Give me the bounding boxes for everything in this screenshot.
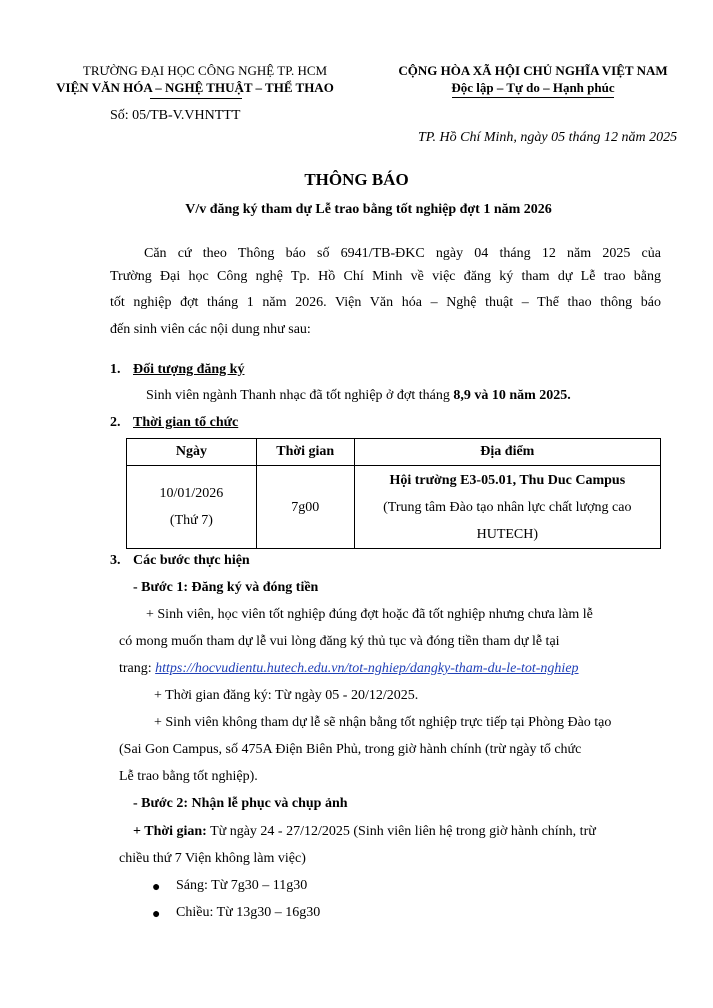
bullet-icon: ● <box>152 880 161 895</box>
cell-date <box>127 466 257 549</box>
graduation-periods: 8,9 và 10 năm 2025. <box>453 388 571 403</box>
step-1-para2-line-2: (Sai Gon Campus, số 475A Điện Biên Phủ, trong giờ hành chính (trừ ngày tổ chức <box>119 742 582 757</box>
section-3-number: 3. <box>110 553 121 568</box>
right-header-divider <box>452 97 614 98</box>
step-2-time-line-2: chiều thứ 7 Viện không làm việc) <box>119 851 306 866</box>
venue-name: Hội trường E3-05.01, Thu Duc Campus <box>389 472 626 488</box>
venue-detail-1: (Trung tâm Đào tạo nhân lực chất lượng cao <box>383 499 632 515</box>
schedule-table <box>126 438 661 549</box>
cell-location <box>354 466 660 549</box>
venue-detail-2: HUTECH) <box>476 526 539 542</box>
section-1-text <box>146 382 571 410</box>
table-row <box>127 466 661 549</box>
column-header-location: Địa điểm <box>354 439 660 466</box>
national-motto: Độc lập – Tự do – Hạnh phúc <box>451 80 615 95</box>
page-title: THÔNG BÁO <box>304 170 409 189</box>
section-2-heading: Thời gian tổ chức <box>133 415 239 430</box>
document-date: TP. Hồ Chí Minh, ngày 05 tháng 12 năm 2025 <box>418 130 678 145</box>
left-header-divider <box>150 98 242 99</box>
table-header-row <box>127 439 661 466</box>
section-1-heading: Đối tượng đăng ký <box>133 362 245 377</box>
step-1-line-3 <box>119 655 579 683</box>
step-2-time-line-1 <box>133 818 596 846</box>
column-header-date: Ngày <box>127 439 257 466</box>
column-header-time: Thời gian <box>256 439 354 466</box>
department-name: VIỆN VĂN HÓA – NGHỆ THUẬT – THỂ THAO <box>56 80 334 95</box>
intro-line-1: Căn cứ theo Thông báo số 6941/TB-ĐKC ngày 04 tháng 12 năm 2025 của <box>144 246 661 261</box>
document-subject: V/v đăng ký tham dự Lễ trao bằng tốt nghiệp đợt 1 năm 2026 <box>185 202 552 217</box>
step-1-para2-line-1: + Sinh viên không tham dự lễ sẽ nhận bằng tốt nghiệp trực tiếp tại Phòng Đào tạo <box>154 715 612 730</box>
step-1-line-1: + Sinh viên, học viên tốt nghiệp đúng đợt hoặc đã tốt nghiệp nhưng chưa làm lễ <box>146 607 593 622</box>
section-1-number: 1. <box>110 362 121 377</box>
country-name: CỘNG HÒA XÃ HỘI CHỦ NGHĨA VIỆT NAM <box>398 63 668 78</box>
step-2-title: - Bước 2: Nhận lễ phục và chụp ảnh <box>133 796 348 811</box>
step-1-para2-line-3: Lễ trao bằng tốt nghiệp). <box>119 769 258 784</box>
target-audience-text: Sinh viên ngành Thanh nhạc đã tốt nghiệp ở đợt tháng <box>146 388 454 403</box>
section-2-number: 2. <box>110 415 121 430</box>
registration-time: + Thời gian đăng ký: Từ ngày 05 - 20/12/2025. <box>154 688 419 703</box>
cell-time: 7g00 <box>256 466 354 549</box>
intro-line-3: tốt nghiệp đợt tháng 1 năm 2026. Viện Văn hóa – Nghệ thuật – Thể thao thông báo <box>110 295 661 310</box>
intro-line-4: đến sinh viên các nội dung như sau: <box>110 322 311 337</box>
link-prefix: trang: <box>119 661 156 676</box>
ceremony-weekday: (Thứ 7) <box>169 513 213 528</box>
morning-hours: Sáng: Từ 7g30 – 11g30 <box>176 878 308 893</box>
time-label: + Thời gian: <box>133 824 207 839</box>
afternoon-hours: Chiều: Từ 13g30 – 16g30 <box>176 905 321 920</box>
step-1-title: - Bước 1: Đăng ký và đóng tiền <box>133 580 319 595</box>
time-text: Từ ngày 24 - 27/12/2025 (Sinh viên liên hệ trong giờ hành chính, trừ <box>206 824 596 839</box>
document-number: Số: 05/TB-V.VHNTTT <box>110 108 241 123</box>
intro-line-2: Trường Đại học Công nghệ Tp. Hồ Chí Minh về việc đăng ký tham dự Lễ trao bằng <box>110 269 661 284</box>
section-3-heading: Các bước thực hiện <box>133 553 250 568</box>
ceremony-date: 10/01/2026 <box>159 486 224 501</box>
step-1-line-2: có mong muốn tham dự lễ vui lòng đăng ký thủ tục và đóng tiền tham dự lễ tại <box>119 634 560 649</box>
bullet-icon: ● <box>152 907 161 922</box>
institution-name: TRƯỜNG ĐẠI HỌC CÔNG NGHỆ TP. HCM <box>82 63 328 78</box>
registration-link[interactable]: https://hocvudientu.hutech.edu.vn/tot-nghiep/dangky-tham-du-le-tot-nghiep <box>155 661 579 676</box>
